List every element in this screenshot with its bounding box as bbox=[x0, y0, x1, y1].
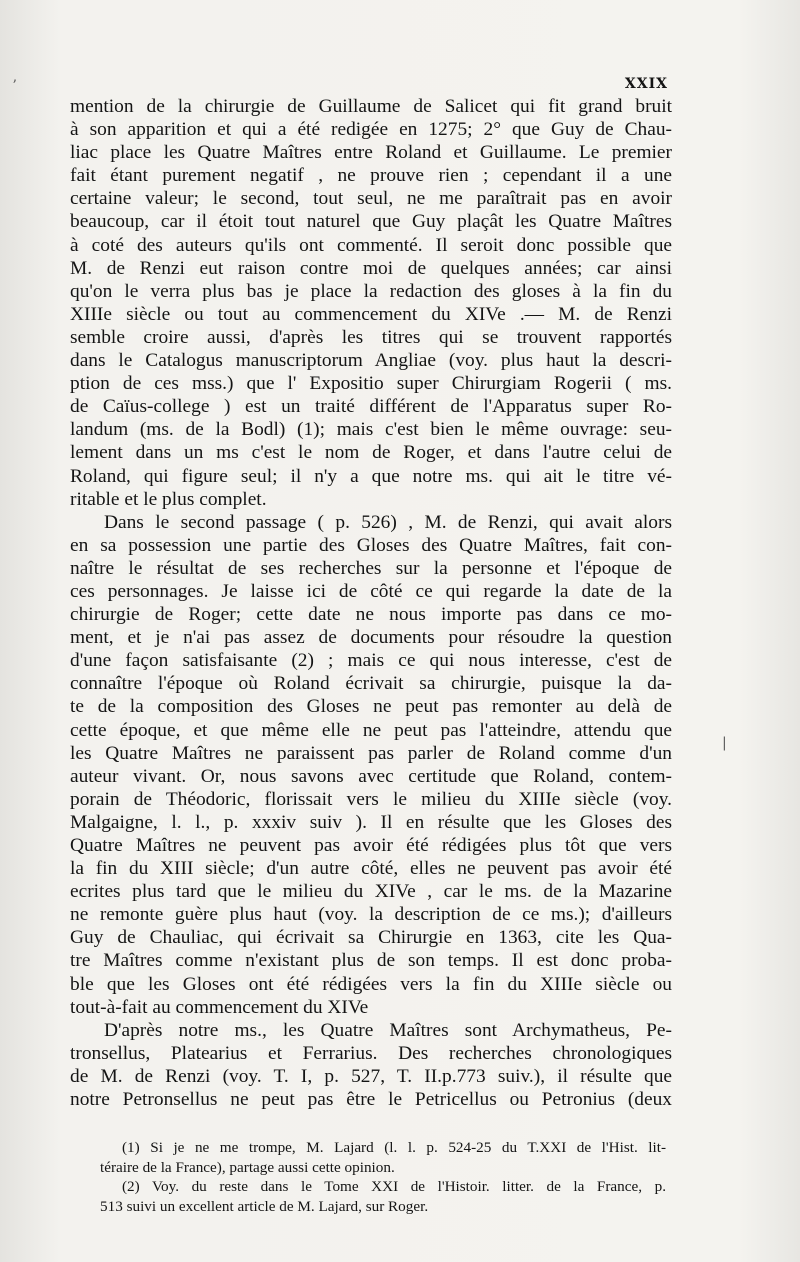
footnotes bbox=[100, 1138, 666, 1216]
text-line: ment, et je n'ai pas assez de documents pour résoudre la question bbox=[70, 627, 672, 649]
text-line: ces personnages. Je laisse ici de côté ce qui regarde la date de la bbox=[70, 580, 672, 602]
text-line: ble que les Gloses ont été rédigées vers la fin du XIIIe siècle ou bbox=[70, 973, 672, 995]
text-line: ritable et le plus complet. bbox=[70, 488, 267, 510]
footnote-line: téraire de la France), partage aussi cette opinion. bbox=[100, 1158, 395, 1176]
footnote-line: (1) Si je ne me trompe, M. Lajard (l. l. p. 524-25 du T.XXI de l'Hist. lit- bbox=[122, 1139, 666, 1156]
text-line: connaître l'époque où Roland écrivait sa chirurgie, puisque la da- bbox=[70, 673, 672, 695]
text-line: Dans le second passage ( p. 526) , M. de Renzi, qui avait alors bbox=[104, 511, 672, 533]
text-line: te de la composition des Gloses ne peut pas remonter au delà de bbox=[70, 696, 672, 718]
margin-tick-mark: ʼ bbox=[12, 78, 17, 94]
text-line: liac place les Quatre Maîtres entre Roland et Guillaume. Le premier bbox=[70, 142, 672, 164]
text-line: les Quatre Maîtres ne paraissent pas parler de Roland comme d'un bbox=[70, 742, 672, 764]
text-line: Guy de Chauliac, qui écrivait sa Chirurgie en 1363, cite les Qua- bbox=[70, 927, 672, 949]
text-line: cette époque, et que même elle ne peut pas l'atteindre, attendu que bbox=[70, 719, 672, 741]
text-line: à son apparition et qui a été redigée en 1275; 2° que Guy de Chau- bbox=[70, 119, 672, 141]
text-line: chirurgie de Roger; cette date ne nous importe pas dans ce mo- bbox=[70, 604, 672, 626]
text-line: tre Maîtres comme n'existant plus de son temps. Il est donc proba- bbox=[70, 950, 672, 972]
text-line: en sa possession une partie des Gloses des Quatre Maîtres, fait con- bbox=[70, 534, 672, 556]
text-line: de Caïus-college ) est un traité différent de l'Apparatus super Ro- bbox=[70, 396, 672, 418]
text-line: D'après notre ms., les Quatre Maîtres sont Archymatheus, Pe- bbox=[104, 1019, 672, 1041]
text-line: d'une façon satisfaisante (2) ; mais ce qui nous interesse, c'est de bbox=[70, 650, 672, 672]
text-line: Roland, qui figure seul; il n'y a que notre ms. qui ait le titre vé- bbox=[70, 465, 672, 487]
page-number: XXIX bbox=[624, 76, 668, 92]
text-line: XIIIe siècle ou tout au commencement du XIVe .— M. de Renzi bbox=[70, 303, 672, 325]
text-line: dans le Catalogus manuscriptorum Angliae (voy. plus haut la descri- bbox=[70, 350, 672, 372]
text-line: mention de la chirurgie de Guillaume de Salicet qui fit grand bruit bbox=[70, 96, 672, 117]
text-line: à coté des auteurs qu'ils ont commenté. Il seroit donc possible que bbox=[70, 234, 672, 256]
text-line: M. de Renzi eut raison contre moi de quelques années; car ainsi bbox=[70, 257, 672, 279]
text-line: tronsellus, Platearius et Ferrarius. Des recherches chronologiques bbox=[70, 1042, 672, 1064]
text-line: naître le résultat de ses recherches sur la personne et l'époque de bbox=[70, 557, 672, 579]
text-line: certaine valeur; le second, tout seul, ne me paraîtrait pas en avoir bbox=[70, 188, 672, 210]
text-line: ecrites plus tard que le milieu du XIVe , car le ms. de la Mazarine bbox=[70, 881, 672, 903]
text-line: notre Petronsellus ne peut pas être le Petricellus ou Petronius (deux bbox=[70, 1089, 672, 1111]
text-line: de M. de Renzi (voy. T. I, p. 527, T. II.p.773 suiv.), il résulte que bbox=[70, 1065, 672, 1087]
text-line: ption de ces mss.) que l' Expositio super Chirurgiam Rogerii ( ms. bbox=[70, 373, 672, 395]
footnote-line: 513 suivi un excellent article de M. Lajard, sur Roger. bbox=[100, 1197, 429, 1215]
text-line: lement dans un ms c'est le nom de Roger, et dans l'autre celui de bbox=[70, 442, 672, 464]
text-line: beaucoup, car il étoit tout naturel que Guy plaçât les Quatre Maîtres bbox=[70, 211, 672, 233]
text-line: auteur vivant. Or, nous savons avec certitude que Roland, contem- bbox=[70, 765, 672, 787]
text-line: porain de Théodoric, florissait vers le milieu du XIIIe siècle (voy. bbox=[70, 788, 672, 810]
footnote-rule bbox=[250, 1130, 550, 1131]
text-line: Quatre Maîtres ne peuvent pas avoir été rédigées plus tôt que vers bbox=[70, 835, 672, 856]
text-line: ne remonte guère plus haut (voy. la description de ce ms.); d'ailleurs bbox=[70, 904, 672, 926]
margin-tick-mark: | bbox=[722, 735, 727, 751]
text-line: qu'on le verra plus bas je place la redaction des gloses à la fin du bbox=[70, 280, 672, 302]
text-line: semble croire aussi, d'après les titres qui se trouvent rapportés bbox=[70, 326, 672, 348]
text-line: landum (ms. de la Bodl) (1); mais c'est bien le même ouvrage: seu- bbox=[70, 419, 672, 441]
text-line: tout-à-fait au commencement du XIVe bbox=[70, 996, 369, 1018]
main-text bbox=[70, 95, 672, 1111]
footnote-line: (2) Voy. du reste dans le Tome XXI de l'Histoir. litter. de la France, p. bbox=[122, 1178, 666, 1196]
text-line: Malgaigne, l. l., p. xxxiv suiv ). Il en résulte que les Gloses des bbox=[70, 811, 672, 833]
text-line: la fin du XIII siècle; d'un autre côté, elles ne peuvent pas avoir été bbox=[70, 858, 672, 880]
text-line: fait étant purement negatif , ne prouve rien ; cependant il a une bbox=[70, 165, 672, 187]
